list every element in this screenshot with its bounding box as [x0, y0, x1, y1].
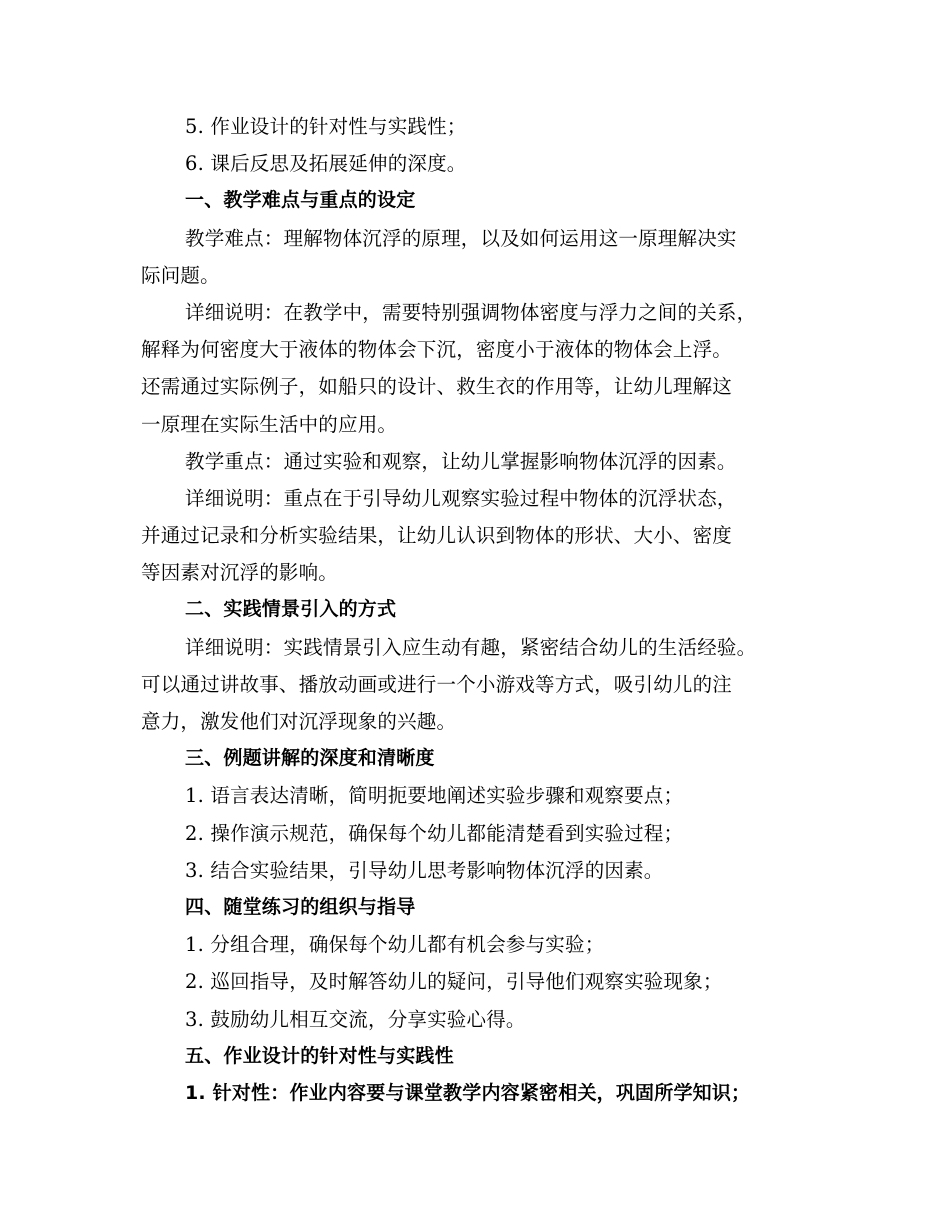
paragraph-line: 解释为何密度大于液体的物体会下沉，密度小于液体的物体会上浮。: [141, 338, 733, 362]
section-heading: 一、教学难点与重点的设定: [185, 189, 416, 212]
paragraph-line: 详细说明：实践情景引入应生动有趣，紧密结合幼儿的生活经验。: [185, 635, 757, 659]
section-heading: 五、作业设计的针对性与实践性: [185, 1044, 454, 1067]
list-item: 1. 语言表达清晰，简明扼要地阐述实验步骤和观察要点；: [185, 784, 684, 808]
section-heading: 二、实践情景引入的方式: [185, 598, 397, 621]
list-item: 5. 作业设计的针对性与实践性；: [185, 115, 467, 138]
paragraph-line: 等因素对沉浮的影响。: [141, 561, 339, 585]
paragraph-line: 意力，激发他们对沉浮现象的兴趣。: [141, 710, 457, 733]
paragraph-line: 并通过记录和分析实验结果，让幼儿认识到物体的形状、大小、密度: [141, 524, 733, 548]
list-item: 3. 结合实验结果，引导幼儿思考影响物体沉浮的因素。: [185, 858, 664, 882]
list-item: 3. 鼓励幼儿相互交流，分享实验心得。: [185, 1007, 526, 1031]
paragraph-line: 教学重点：通过实验和观察，让幼儿掌握影响物体沉浮的因素。: [185, 449, 737, 473]
list-item-bold: 1. 针对性：作业内容要与课堂教学内容紧密相关，巩固所学知识；: [185, 1081, 751, 1104]
paragraph-line: 教学难点：理解物体沉浮的原理，以及如何运用这一原理解决实: [185, 226, 737, 250]
document-body: [141, 108, 821, 1112]
section-heading: 四、随堂练习的组织与指导: [185, 895, 416, 918]
list-item: 1. 分组合理，确保每个幼儿都有机会参与实验；: [185, 933, 605, 957]
paragraph-line: 一原理在实际生活中的应用。: [141, 412, 398, 436]
list-item: 6. 课后反思及拓展延伸的深度。: [185, 152, 467, 176]
list-item: 2. 操作演示规范，确保每个幼儿都能清楚看到实验过程；: [185, 821, 684, 845]
paragraph-line: 详细说明：在教学中，需要特别强调物体密度与浮力之间的关系，: [185, 300, 757, 324]
paragraph-line: 还需通过实际例子，如船只的设计、救生衣的作用等，让幼儿理解这: [141, 375, 733, 399]
section-heading: 三、例题讲解的深度和清晰度: [185, 747, 435, 770]
paragraph-line: 详细说明：重点在于引导幼儿观察实验过程中物体的沉浮状态，: [185, 486, 737, 510]
list-item: 2. 巡回指导，及时解答幼儿的疑问，引导他们观察实验现象；: [185, 970, 723, 994]
paragraph-line: 际问题。: [141, 263, 220, 287]
paragraph-line: 可以通过讲故事、播放动画或进行一个小游戏等方式，吸引幼儿的注: [141, 672, 733, 696]
